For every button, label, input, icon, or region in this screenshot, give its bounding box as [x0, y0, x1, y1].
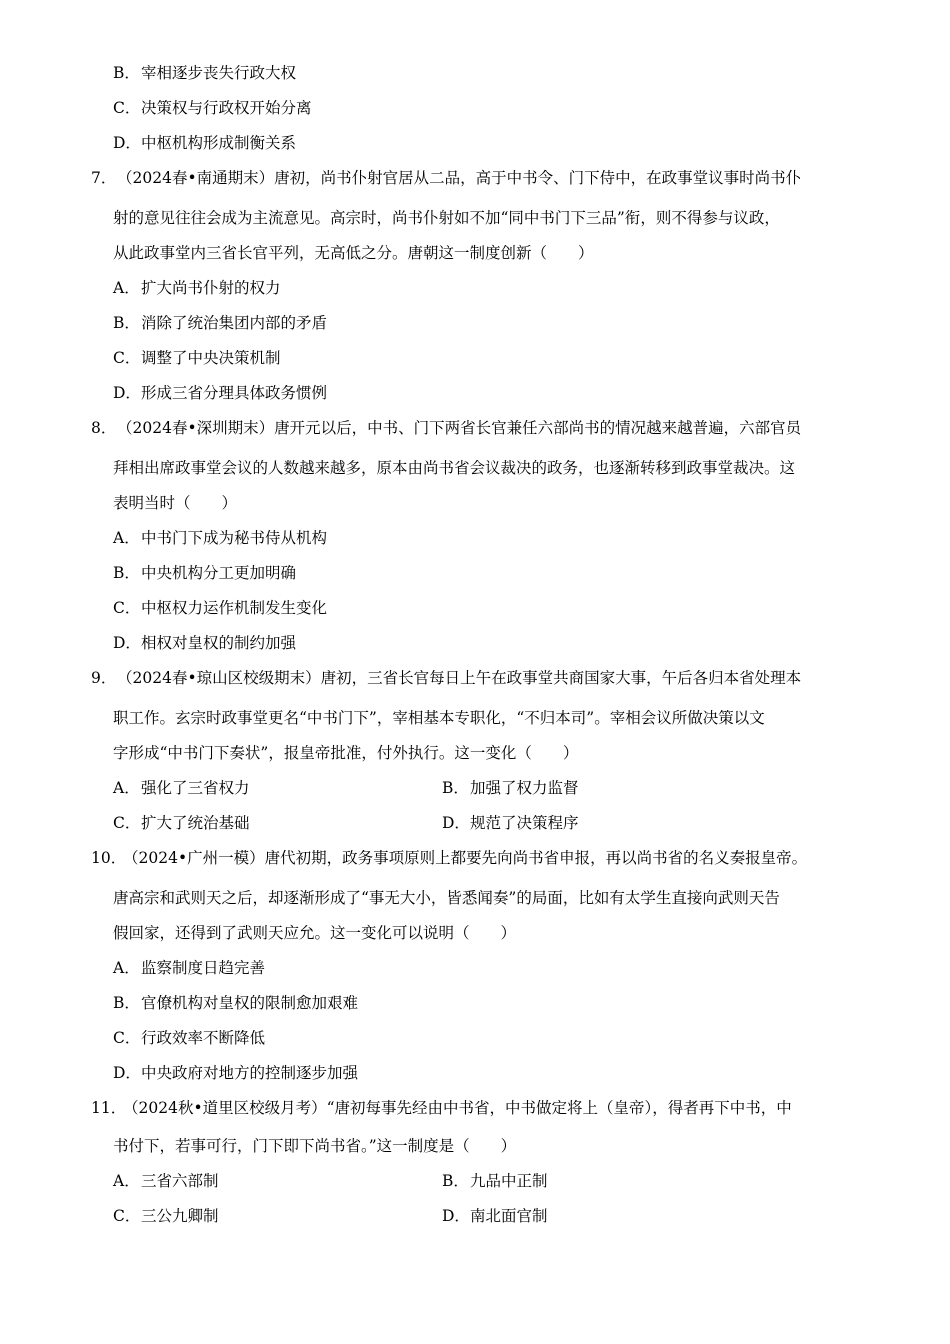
q9-option-a: A．强化了三省权力 — [113, 779, 250, 797]
q10-option-b: B．官僚机构对皇权的限制愈加艰难 — [113, 994, 359, 1012]
q10-stem-line-2: 唐高宗和武则天之后，却逐渐形成了“事无大小，皆悉闻奏”的局面，比如有太学生直接向武则天告 — [113, 889, 780, 907]
q6-option-d: D．中枢机构形成制衡关系 — [113, 134, 297, 152]
q10-stem-line-1: 10．（2024•广州一模）唐代初期，政务事项原则上都要先向尚书省申报，再以尚书省的名义奏报皇帝。 — [91, 849, 808, 867]
q10-option-a: A．监察制度日趋完善 — [113, 959, 266, 977]
q9-stem-line-3: 字形成“中书门下奏状”，报皇帝批准，付外执行。这一变化（ ） — [113, 744, 579, 762]
q9-option-c: C．扩大了统治基础 — [113, 814, 250, 832]
q7-option-b: B．消除了统治集团内部的矛盾 — [113, 314, 328, 332]
q8-option-b: B．中央机构分工更加明确 — [113, 564, 297, 582]
q7-option-a: A．扩大尚书仆射的权力 — [113, 279, 281, 297]
q8-option-c: C．中枢权力运作机制发生变化 — [113, 599, 328, 617]
q11-stem-line-1: 11．（2024秋•道里区校级月考）“唐初每事先经由中书省，中书做定将上（皇帝），得者再下中书，中 — [91, 1099, 792, 1117]
q10-stem-line-3: 假回家，还得到了武则天应允。这一变化可以说明（ ） — [113, 924, 517, 942]
q11-option-d: D．南北面官制 — [442, 1207, 548, 1225]
q7-option-c: C．调整了中央决策机制 — [113, 349, 281, 367]
q7-option-d: D．形成三省分理具体政务惯例 — [113, 384, 328, 402]
q7-stem-line-2: 射的意见往往会成为主流意见。高宗时，尚书仆射如不加“同中书门下三品”衔，则不得参与议政， — [113, 209, 780, 227]
q11-stem-line-2: 书付下，若事可行，门下即下尚书省。”这一制度是（ ） — [113, 1137, 517, 1155]
q8-stem-line-3: 表明当时（ ） — [113, 494, 238, 512]
q10-option-d: D．中央政府对地方的控制逐步加强 — [113, 1064, 359, 1082]
q6-option-b: B．宰相逐步丧失行政大权 — [113, 64, 297, 82]
q8-option-d: D．相权对皇权的制约加强 — [113, 634, 297, 652]
q6-option-c: C．决策权与行政权开始分离 — [113, 99, 312, 117]
q8-stem-line-1: 8．（2024春•深圳期末）唐开元以后，中书、门下两省长官兼任六部尚书的情况越来越普遍，六部官员 — [91, 419, 802, 437]
q9-stem-line-2: 职工作。玄宗时政事堂更名“中书门下”，宰相基本专职化，“不归本司”。宰相会议所做决策以文 — [113, 709, 765, 727]
q8-stem-line-2: 拜相出席政事堂会议的人数越来越多，原本由尚书省会议裁决的政务，也逐渐转移到政事堂裁决。这 — [113, 459, 796, 477]
q9-option-b: B．加强了权力监督 — [442, 779, 579, 797]
q11-option-c: C．三公九卿制 — [113, 1207, 219, 1225]
q11-option-b: B．九品中正制 — [442, 1172, 548, 1190]
q8-option-a: A．中书门下成为秘书侍从机构 — [113, 529, 328, 547]
q11-option-a: A．三省六部制 — [113, 1172, 219, 1190]
q9-option-d: D．规范了决策程序 — [442, 814, 579, 832]
q7-stem-line-1: 7．（2024春•南通期末）唐初，尚书仆射官居从二品，高于中书令、门下侍中，在政事堂议事时尚书仆 — [91, 169, 802, 187]
q9-stem-line-1: 9．（2024春•琼山区校级期末）唐初，三省长官每日上午在政事堂共商国家大事，午后各归本省处理本 — [91, 669, 802, 687]
q7-stem-line-3: 从此政事堂内三省长官平列，无高低之分。唐朝这一制度创新（ ） — [113, 244, 594, 262]
q10-option-c: C．行政效率不断降低 — [113, 1029, 266, 1047]
